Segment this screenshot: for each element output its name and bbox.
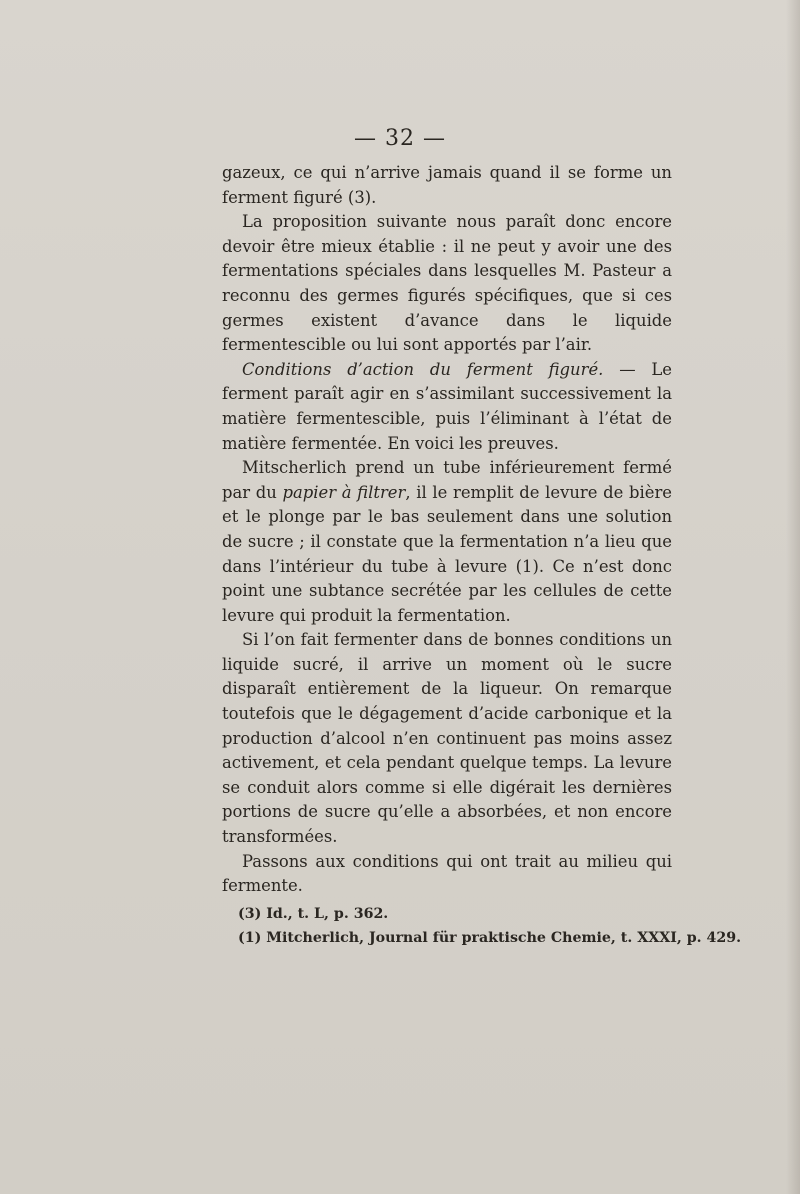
- text-run: Mitscherlich prend un tube inférieurement fermé par du: [222, 458, 672, 502]
- paragraph: [222, 456, 672, 628]
- body-text: [222, 161, 672, 899]
- italic-text: Conditions d’action du ferment figuré.: [242, 359, 604, 379]
- footnote: (1) Mitcherlich, Journal für praktische Chemie, t. XXXI, p. 429.: [238, 930, 742, 946]
- paragraph: [222, 358, 672, 456]
- page-edge-shadow: [786, 0, 800, 1194]
- text-run: , il le remplit de levure de bière et le plonge par le bas seulement dans une solution de sucre ; il constate que la fermentation n’a lieu que dans l’intérieur du tube à levure (1). Ce n’est donc point une subtance secrétée par les cellules de cette levure qui produit la fermentation.: [222, 482, 672, 625]
- paragraph: [222, 850, 672, 899]
- text-run: La proposition suivante nous paraît donc encore devoir être mieux établie : il ne peut y avoir une des fermentations spéciales dans lesquelles M. Pasteur a reconnu des germes figurés spécifiques, que si ces germes existent d’avance dans le liquide fermentescible ou lui sont apportés par l’air.: [222, 212, 672, 355]
- paragraph: [222, 628, 672, 849]
- paragraph: [222, 210, 672, 358]
- text-run: gazeux, ce qui n’arrive jamais quand il se forme un ferment figuré (3).: [222, 163, 672, 207]
- footnotes: [238, 902, 742, 950]
- italic-text: papier à filtrer: [282, 482, 406, 502]
- text-run: Passons aux conditions qui ont trait au milieu qui fermente.: [222, 851, 672, 896]
- paragraph: [222, 161, 672, 210]
- page-number: — 32 —: [354, 126, 446, 151]
- text-run: Si l’on fait fermenter dans de bonnes conditions un liquide sucré, il arrive un moment où le sucre disparaît entièrement de la liqueur. On remarque toutefois que le dégagement d’acide carbonique et la production d’alcool n’en continuent pas moins assez activement, et cela pendant quelque temps. La levure se conduit alors comme si elle digérait les dernières portions de sucre qu’elle a absorbées, et non encore transformées.: [222, 630, 672, 847]
- footnote: (3) Id., t. L, p. 362.: [238, 906, 389, 922]
- text-run: — Le ferment paraît agir en s’assimilant successivement la matière fermentescible, puis l’éliminant à l’état de matière fermentée. En voici les preuves.: [222, 359, 672, 453]
